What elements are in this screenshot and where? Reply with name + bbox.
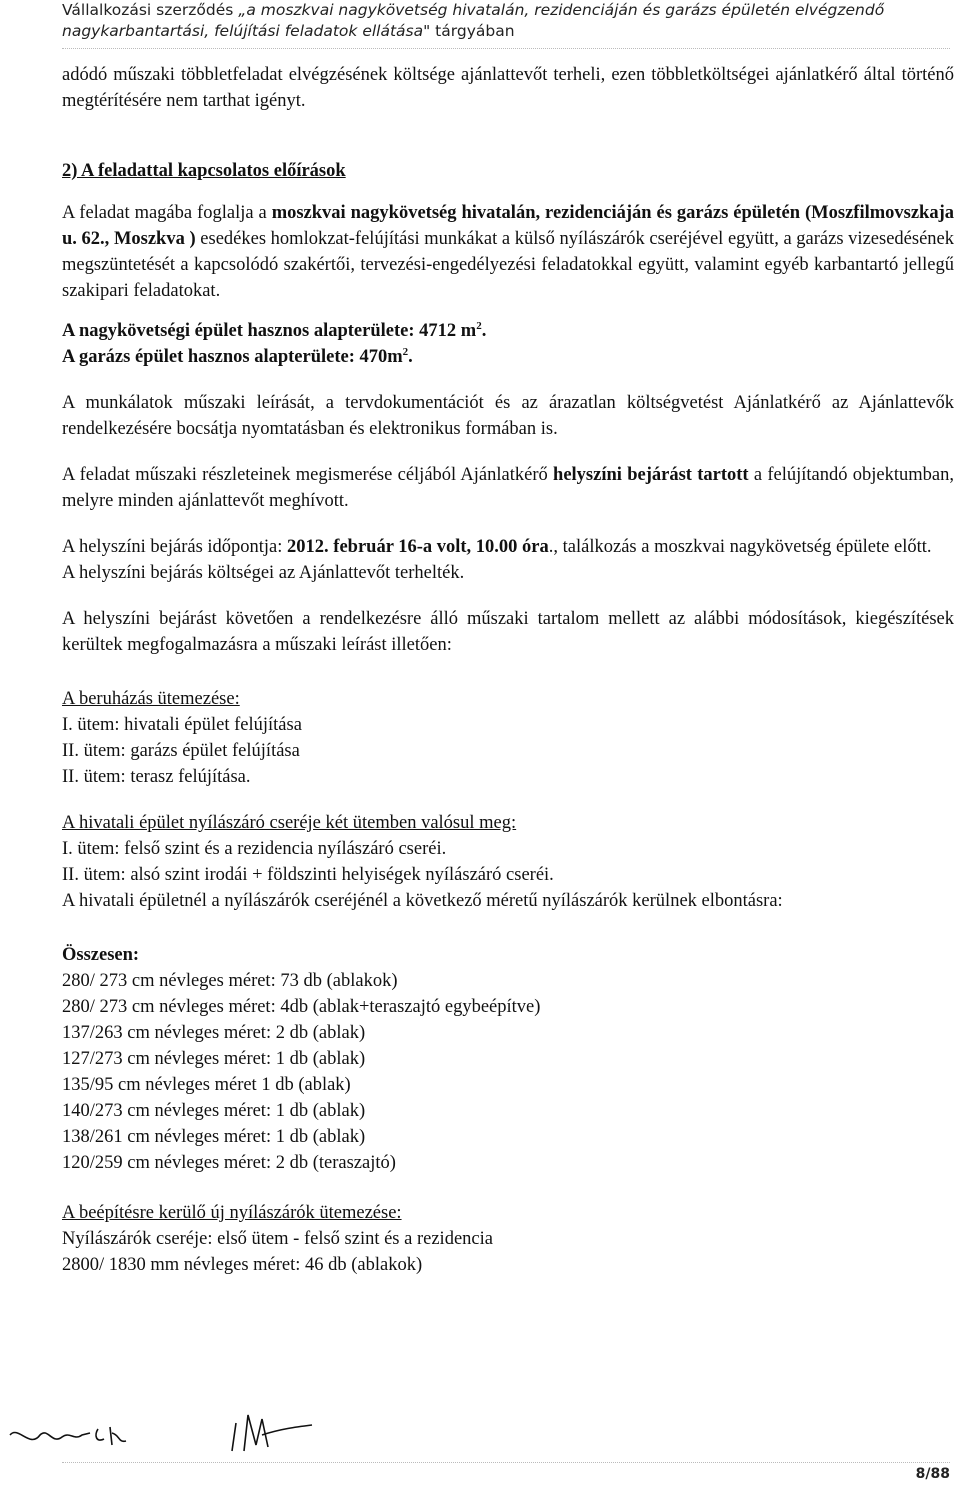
site-visit-text-b: a felújítandó objektumban, melyre minden ajánlattevőt meghívott. [62,465,954,511]
header-divider [62,48,950,49]
total-heading [62,942,954,968]
header-title-italic-2: nagykarbantartási, felújítási feladatok ellátása" [62,22,431,40]
site-visit-date-text: ., találkozás a moszkvai nagykövetség épülete előtt. [548,537,932,557]
header-title-italic: „a moszkvai nagykövetség hivatalán, rezidenciáján és garázs épületén elvégzendő [238,1,885,19]
site-visit-costs: A helyszíni bejárás költségei az Ajánlattevőt terhelték. [62,563,465,583]
windows-item: I. ütem: felső szint és a rezidencia nyílászáró cseréi. [62,839,447,859]
windows-note: A hivatali épületnél a nyílászárók cseréjénél a következő méretű nyílászárók kerülnek elbontásra: [62,891,783,911]
site-visit-date [62,534,954,560]
site-visit-date-label: A helyszíni bejárás időpontja: [62,537,288,557]
area-garage [62,344,954,370]
new-windows-item: Nyílászárók cseréje: első ütem - felső szint és a rezidencia [62,1229,493,1249]
total-item: 140/273 cm névleges méret: 1 db (ablak) [62,1101,366,1121]
total-item: 280/ 273 cm névleges méret: 4db (ablak+teraszajtó egybeépítve) [62,997,541,1017]
new-windows-heading: A beépítésre kerülő új nyílászárók ütemezése: [62,1203,402,1223]
schedule-item: I. ütem: hivatali épület felújítása [62,715,302,735]
site-visit-paragraph [62,462,954,514]
total-item: 135/95 cm névleges méret 1 db (ablak) [62,1075,351,1095]
section-heading [62,158,954,184]
total-item: 138/261 cm névleges méret: 1 db (ablak) [62,1127,366,1147]
section-heading-text: 2) A feladattal kapcsolatos előírások [62,161,346,181]
windows-item: II. ütem: alsó szint irodái + földszinti helyiségek nyílászáró cseréi. [62,865,554,885]
new-windows-item: 2800/ 1830 mm névleges méret: 46 db (ablakok) [62,1255,423,1275]
header-text: Vállalkozási szerződés [62,1,239,19]
area-embassy [62,318,954,344]
signature-2 [232,1415,312,1451]
area-garage-label: A garázs épület hasznos alapterülete: 470m [62,347,403,367]
scope-location: moszkvai nagykövetség hivatalán, rezidenciáján és garázs épületén (Moszfilmovszkaja u. 62., Moszkva ) [62,203,954,249]
total-item: 127/273 cm névleges méret: 1 db (ablak) [62,1049,366,1069]
area-embassy-end: . [481,321,487,341]
page-header [62,0,942,42]
total-item: 280/ 273 cm névleges méret: 73 db (ablakok) [62,971,398,991]
documentation-paragraph: A munkálatok műszaki leírását, a tervdokumentációt és az árazatlan költségvetést Ajánlatkérő az Ajánlattevők rendelkezésére bocsátja nyomtatásban és elektronikus formában is. [62,393,954,439]
schedule-item: II. ütem: terasz felújítása. [62,767,251,787]
footer-divider [62,1462,950,1463]
signatures [0,1405,340,1465]
windows-heading: A hivatali épület nyílászáró cseréje két ütemben valósul meg: [62,813,517,833]
site-visit-date-value: 2012. február 16-a volt, 10.00 óra [287,537,549,557]
modifications-paragraph: A helyszíni bejárást követően a rendelkezésre álló műszaki tartalom mellett az alábbi módosítások, kiegészítések kerültek megfogalmazásra a műszaki leírást illetően: [62,609,954,655]
area-garage-end: . [408,347,413,367]
header-line-2 [62,21,942,42]
site-visit-text-a: A feladat műszaki részleteinek megismerése céljából Ajánlatkérő [62,465,554,485]
area-garage-sup: 2 [402,345,409,358]
total-item: 137/263 cm névleges méret: 2 db (ablak) [62,1023,366,1043]
header-line-1 [62,0,942,21]
total-item: 120/259 cm névleges méret: 2 db (teraszajtó) [62,1153,396,1173]
document-body [62,62,954,1278]
header-text-2: tárgyában [430,22,515,40]
signature-1 [10,1427,126,1445]
scope-text-b: esedékes homlokzat-felújítási munkákat a külső nyílászárók cseréjével együtt, a garázs vizesedésének megszüntetését a kapcsolódó szakértői, tervezési-engedélyezési feladatokkal együtt, valamint egyéb karbantartó jellegű szakipari feladatokat. [62,229,954,301]
page-number: 8/88 [915,1466,950,1482]
scope-paragraph [62,200,954,304]
area-embassy-sup: 2 [476,319,482,332]
schedule-item: II. ütem: garázs épület felújítása [62,741,300,761]
site-visit-bold: helyszíni bejárást tartott [553,465,749,485]
schedule-heading: A beruházás ütemezése: [62,689,240,709]
area-embassy-label: A nagykövetségi épület hasznos alapterülete: 4712 m [62,321,477,341]
intro-paragraph: adódó műszaki többletfeladat elvégzésének költsége ajánlattevőt terheli, ezen többletköltségei ajánlatkérő által történő megtérítésére nem tarthat igényt. [62,65,954,111]
total-heading-text: Összesen: [62,945,140,965]
scope-text-a: A feladat magába foglalja a [62,203,272,223]
